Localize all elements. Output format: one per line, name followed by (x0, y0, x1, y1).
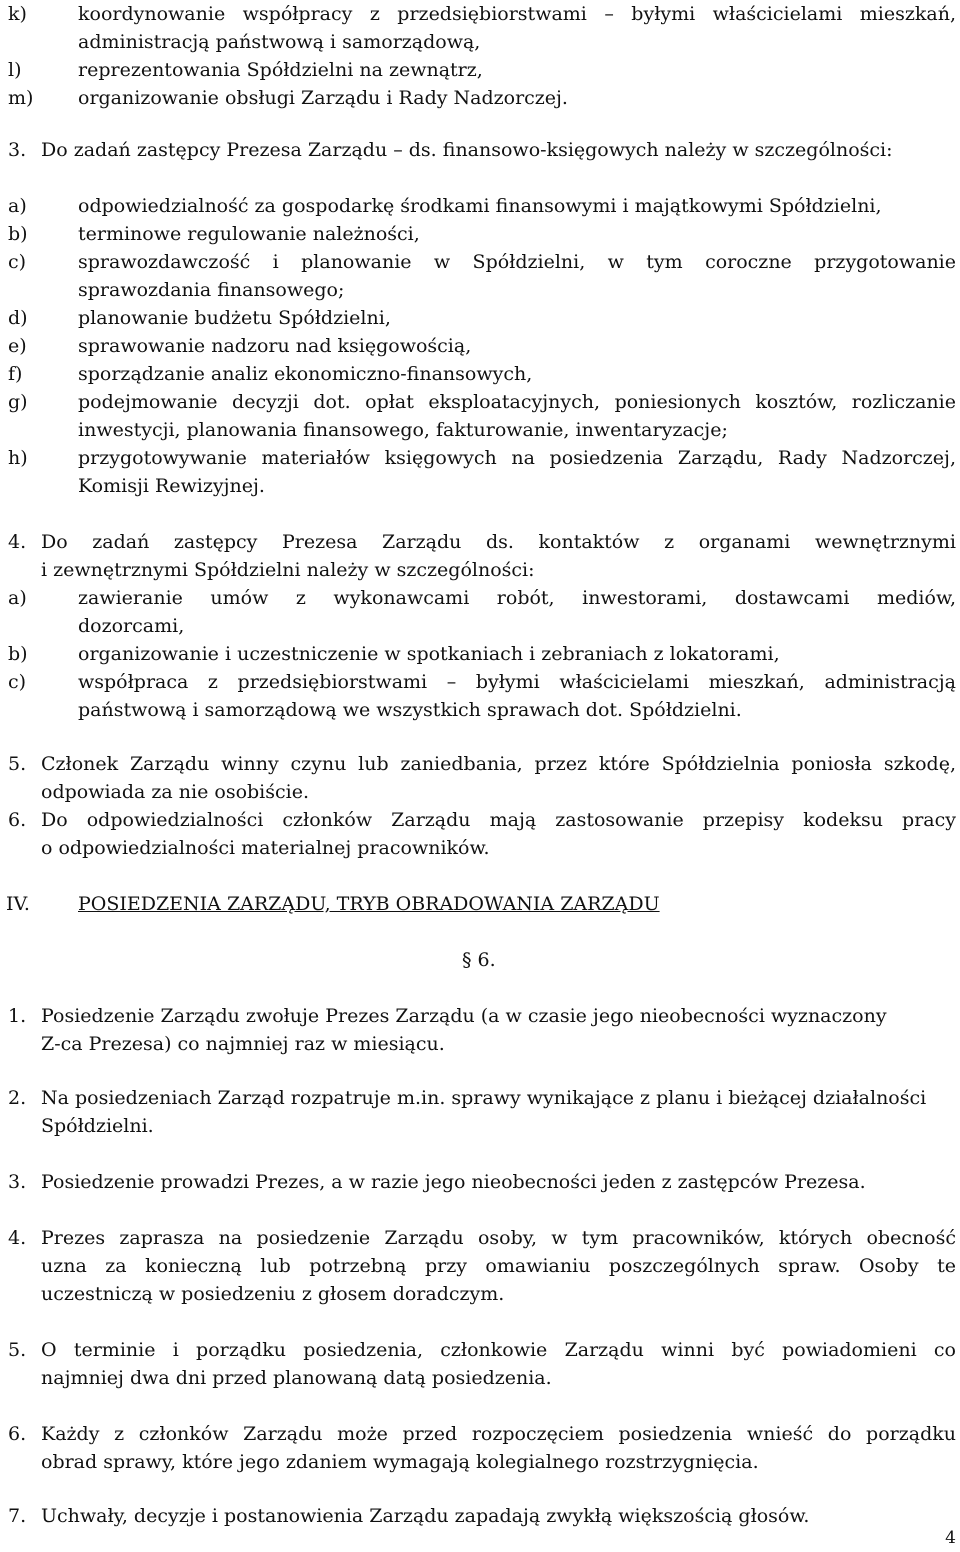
point-text: Członek Zarządu winny czynu lub zaniedbania, przez które Spółdzielnia poniosła szkodę, (41, 753, 956, 775)
paragraph-number: 6. (8, 1423, 27, 1445)
paragraph-text: Każdy z członków Zarządu może przed rozpoczęciem posiedzenia wnieść do porządku (41, 1423, 956, 1445)
paragraph-text: uzna za konieczną lub potrzebną przy omawianiu poszczególnych spraw. Osoby te (41, 1255, 956, 1277)
paragraph-number: 2. (8, 1087, 27, 1109)
item-text: organizowanie obsługi Zarządu i Rady Nadzorczej. (78, 87, 568, 109)
item-text: reprezentowania Spółdzielni na zewnątrz, (78, 59, 483, 81)
item-label: m) (8, 87, 34, 109)
item-label: h) (8, 447, 28, 469)
point-number: 4. (8, 531, 27, 553)
point-text: Do zadań zastępcy Prezesa Zarządu ds. kontaktów z organami wewnętrznymi (41, 531, 956, 553)
item-label: f) (8, 363, 23, 385)
item-text: planowanie budżetu Spółdzielni, (78, 307, 391, 329)
item-text: odpowiedzialność za gospodarkę środkami finansowymi i majątkowymi Spółdzielni, (78, 195, 882, 217)
item-text: zawieranie umów z wykonawcami robót, inwestorami, dostawcami mediów, (78, 587, 956, 609)
chapter-number: IV. (6, 893, 30, 915)
paragraph-number: 7. (8, 1505, 27, 1527)
paragraph-text: Prezes zaprasza na posiedzenie Zarządu osoby, w tym pracowników, których obecność (41, 1227, 956, 1249)
item-label: k) (8, 3, 27, 25)
item-label: a) (8, 195, 27, 217)
paragraph-text: najmniej dwa dni przed planowaną datą posiedzenia. (41, 1367, 552, 1389)
item-label: d) (8, 307, 28, 329)
item-text: sprawozdania finansowego; (78, 279, 345, 301)
item-text: współpraca z przedsiębiorstwami – byłymi właścicielami mieszkań, administracją (78, 671, 956, 693)
item-text: dozorcami, (78, 615, 185, 637)
item-text: organizowanie i uczestniczenie w spotkaniach i zebraniach z lokatorami, (78, 643, 780, 665)
item-text: sporządzanie analiz ekonomiczno-finansowych, (78, 363, 533, 385)
item-label: l) (8, 59, 22, 81)
item-text: terminowe regulowanie należności, (78, 223, 420, 245)
paragraph-text: Z-ca Prezesa) co najmniej raz w miesiącu. (41, 1033, 445, 1055)
item-text: przygotowywanie materiałów księgowych na posiedzenia Zarządu, Rady Nadzorczej, (78, 447, 956, 469)
item-text: sprawozdawczość i planowanie w Spółdzielni, w tym coroczne przygotowanie (78, 251, 956, 273)
section-number: § 6. (462, 949, 496, 971)
paragraph-text: Posiedzenie Zarządu zwołuje Prezes Zarządu (a w czasie jego nieobecności wyznaczony (41, 1005, 887, 1027)
paragraph-text: Posiedzenie prowadzi Prezes, a w razie jego nieobecności jeden z zastępców Prezesa. (41, 1171, 866, 1193)
item-label: g) (8, 391, 28, 413)
point-text: i zewnętrznymi Spółdzielni należy w szczególności: (41, 559, 535, 581)
point-text: Do odpowiedzialności członków Zarządu mają zastosowanie przepisy kodeksu pracy (41, 809, 956, 831)
point-number: 6. (8, 809, 27, 831)
item-text: administracją państwową i samorządową, (78, 31, 481, 53)
item-label: b) (8, 223, 28, 245)
item-label: c) (8, 671, 27, 693)
paragraph-text: Uchwały, decyzje i postanowienia Zarządu zapadają zwykłą większością głosów. (41, 1505, 810, 1527)
paragraph-text: uczestniczą w posiedzeniu z głosem doradczym. (41, 1283, 505, 1305)
chapter-title: POSIEDZENIA ZARZĄDU, TRYB OBRADOWANIA ZARZĄDU (78, 893, 660, 915)
item-text: państwową i samorządową we wszystkich sprawach dot. Spółdzielni. (78, 699, 742, 721)
paragraph-number: 1. (8, 1005, 27, 1027)
item-text: podejmowanie decyzji dot. opłat eksploatacyjnych, poniesionych kosztów, rozliczanie (78, 391, 956, 413)
page-number: 4 (945, 1528, 956, 1548)
item-label: c) (8, 251, 27, 273)
item-text: inwestycji, planowania finansowego, fakturowanie, inwentaryzacje; (78, 419, 728, 441)
paragraph-text: O terminie i porządku posiedzenia, członkowie Zarządu winni być powiadomieni co (41, 1339, 956, 1361)
item-text: koordynowanie współpracy z przedsiębiorstwami – byłymi właścicielami mieszkań, (78, 3, 956, 25)
item-label: e) (8, 335, 27, 357)
point-text: Do zadań zastępcy Prezesa Zarządu – ds. finansowo-księgowych należy w szczególności: (41, 139, 893, 161)
paragraph-number: 5. (8, 1339, 27, 1361)
point-text: odpowiada za nie osobiście. (41, 781, 309, 803)
point-number: 5. (8, 753, 27, 775)
paragraph-text: Na posiedzeniach Zarząd rozpatruje m.in. sprawy wynikające z planu i bieżącej działalności (41, 1087, 927, 1109)
paragraph-text: Spółdzielni. (41, 1115, 154, 1137)
paragraph-number: 3. (8, 1171, 27, 1193)
item-label: a) (8, 587, 27, 609)
item-text: sprawowanie nadzoru nad księgowością, (78, 335, 472, 357)
paragraph-text: obrad sprawy, które jego zdaniem wymagają kolegialnego rozstrzygnięcia. (41, 1451, 759, 1473)
item-label: b) (8, 643, 28, 665)
point-number: 3. (8, 139, 27, 161)
paragraph-number: 4. (8, 1227, 27, 1249)
item-text: Komisji Rewizyjnej. (78, 475, 265, 497)
point-text: o odpowiedzialności materialnej pracowników. (41, 837, 490, 859)
